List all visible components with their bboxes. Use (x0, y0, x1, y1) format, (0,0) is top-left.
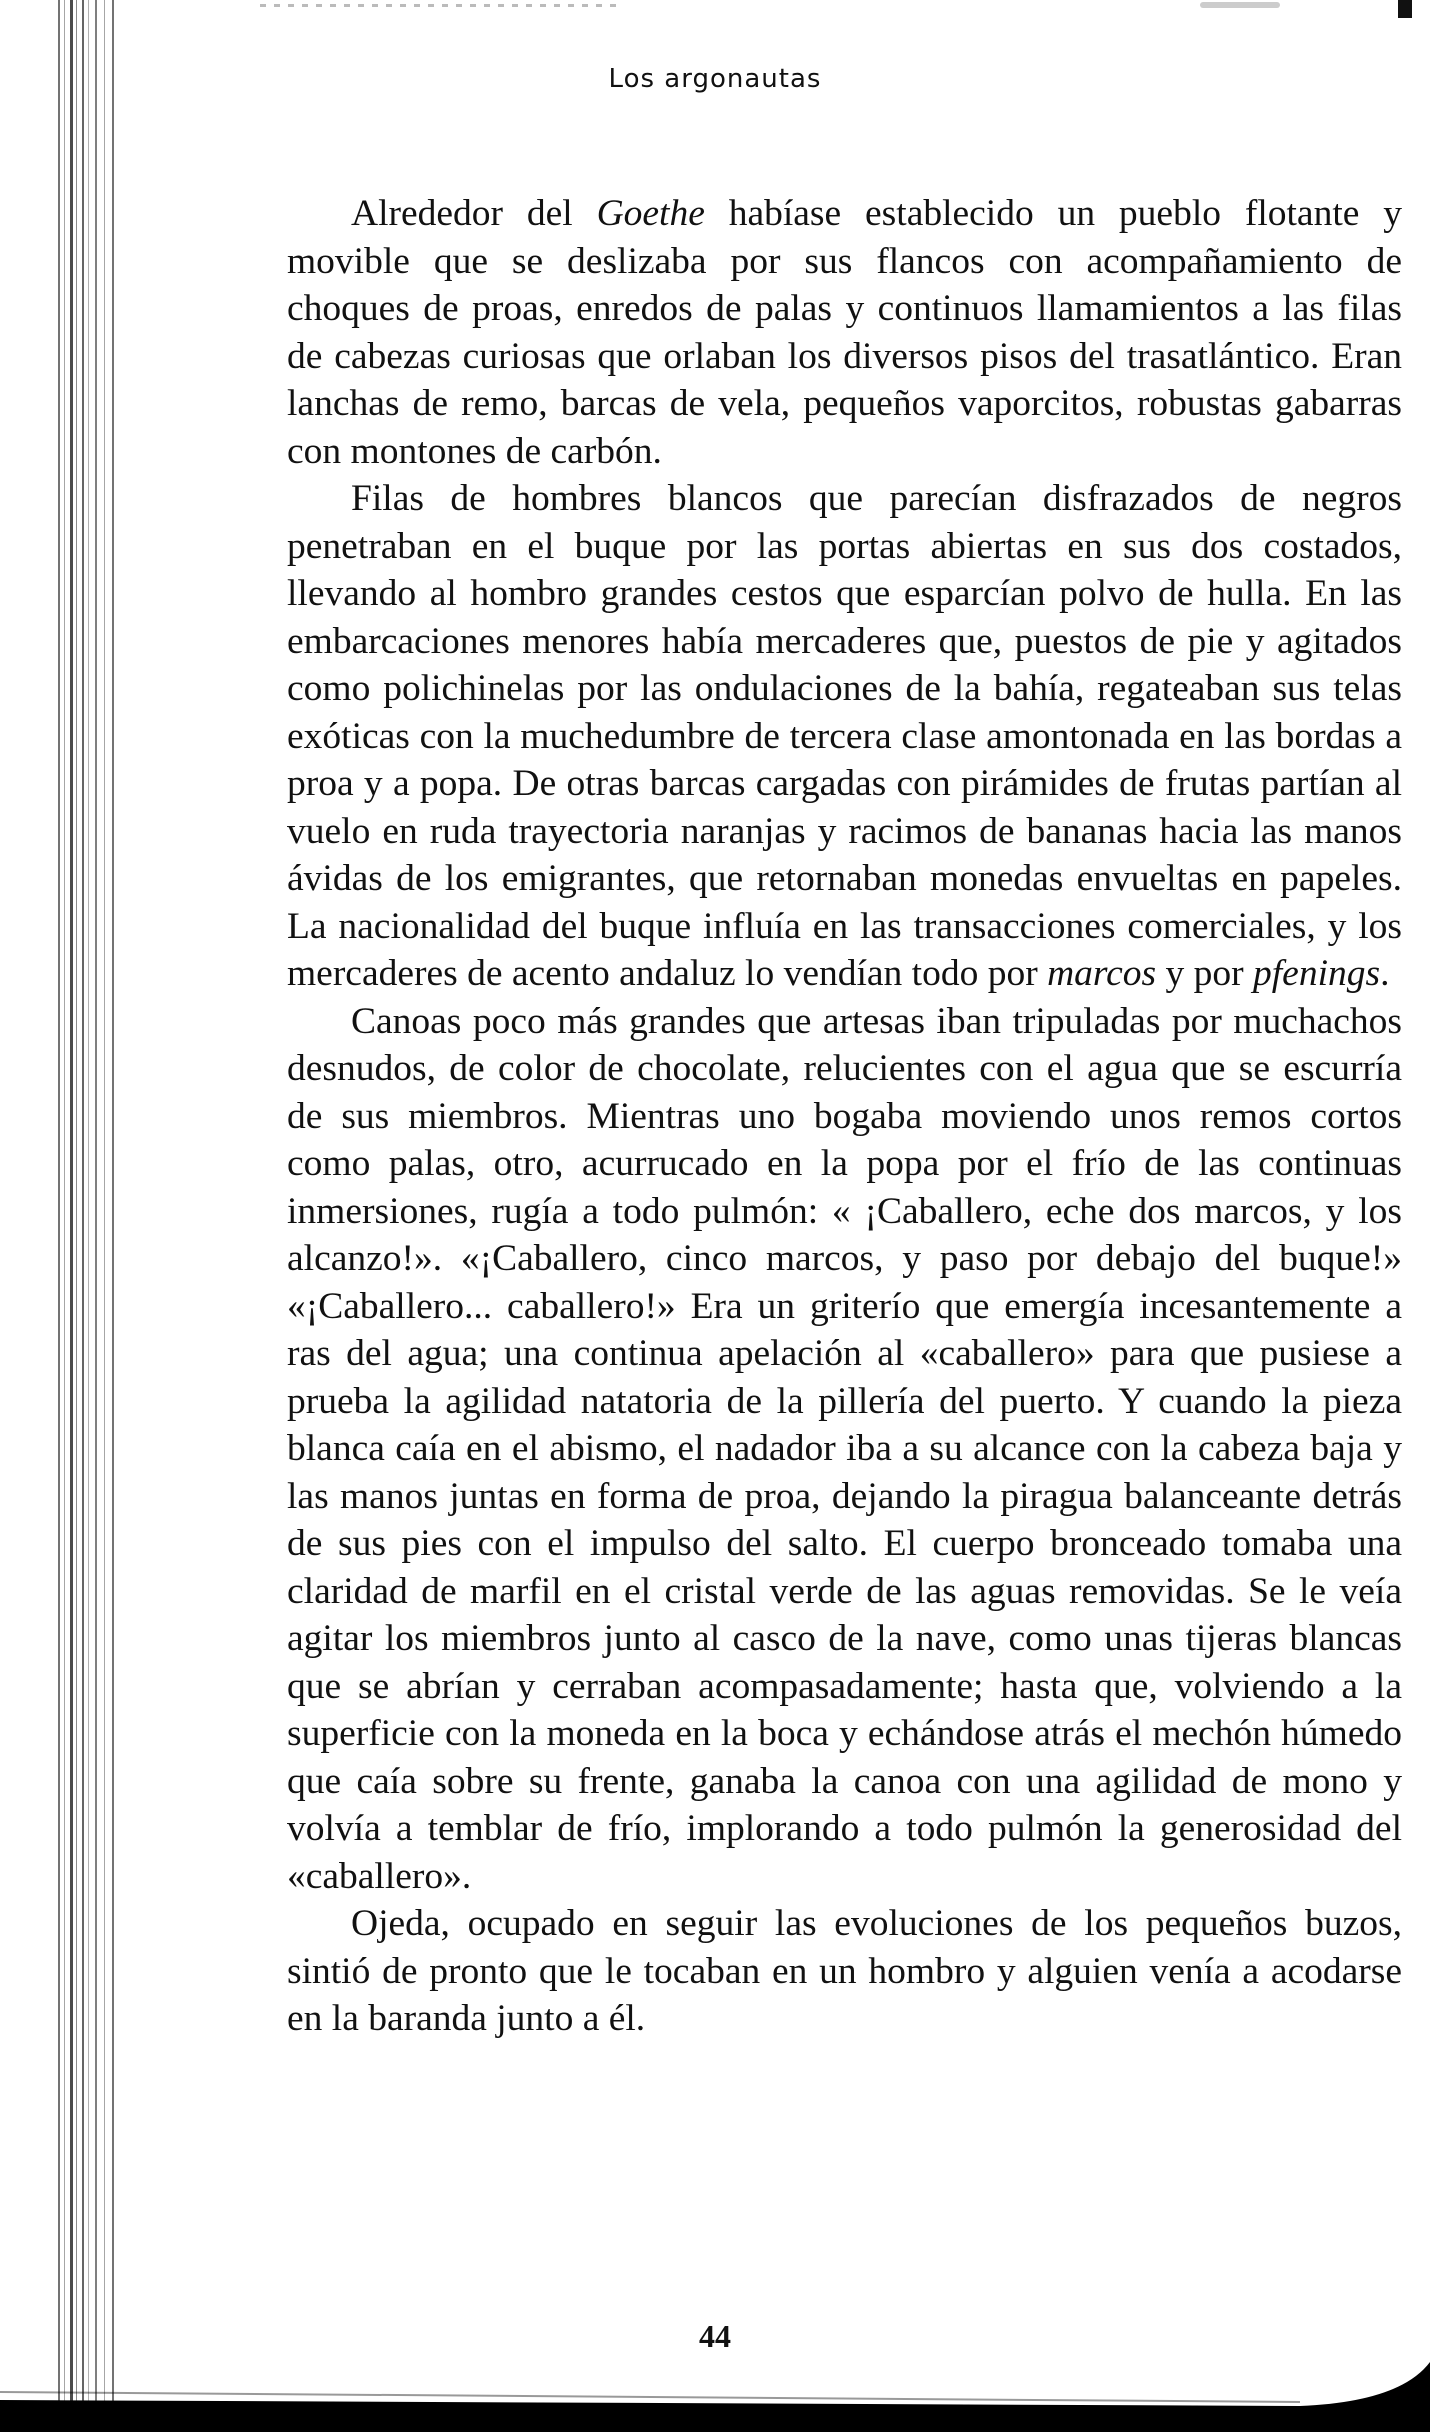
scan-speckle (260, 4, 620, 7)
binding-shadow (0, 0, 120, 2432)
page-number: 44 (699, 2318, 731, 2354)
paragraph-1: Alrededor del Goethe habíase establecido un pueblo flotante y movible que se deslizaba por sus flancos con acompañamiento de choques de proas, enredos de palas y continuos llamamientos a las filas de cabezas curiosas que orlaban los diversos pisos del trasatlántico. Eran lanchas de remo, barcas de vela, pequeños vaporcitos, robustas gabarras con montones de carbón. (287, 193, 1403, 472)
paragraph-3: Canoas poco más grandes que artesas iban tripuladas por muchachos desnudos, de color de chocolate, relucientes con el agua que se escurría de sus miembros. Mientras uno bogaba moviendo unos remos cortos como palas, otro, acurrucado en la popa por el frío de las continuas inmersiones, rugía a todo pulmón: « ¡Caballero, eche dos marcos, y los alcanzo!». «¡Caballero, cinco marcos, y paso por debajo del buque!» «¡Caballero... caballero!» Era un griterío que emergía incesantemente a ras del agua; una continua apelación al «caballero» para que pusiese a prueba la agilidad natatoria de la pillería del puerto. Y cuando la pieza blanca caía en el abismo, el nadador iba a su alcance con la cabeza baja y las manos juntas en forma de proa, dejando la piragua balanceante detrás de sus pies con el impulso del salto. El cuerpo bronceado tomaba una claridad de marfil en el cristal verde de las aguas removidas. Se le veía agitar los miembros junto al casco de la nave, como unas tijeras blancas que se abrían y cerraban acompasadamente; hasta que, volviendo a la superficie con la moneda en la boca y echándose atrás el mechón húmedo que caía sobre su frente, ganaba la canoa con una agilidad de mono y volvía a temblar de frío, implorando a todo pulmón la generosidad del «caballero». (287, 1000, 1402, 1897)
running-head: Los argonautas (608, 64, 822, 94)
body-text (287, 190, 1402, 2043)
page-curl-shadow (0, 2362, 1430, 2432)
scan-edge-mark (1398, 0, 1412, 18)
paragraph-4: Ojeda, ocupado en seguir las evoluciones de los pequeños buzos, sintió de pronto que le tocaban en un hombro y alguien venía a acodarse en la baranda junto a él. (287, 1903, 1402, 2039)
paragraph-2: Filas de hombres blancos que parecían disfrazados de negros penetraban en el buque por las portas abiertas en sus dos costados, llevando al hombro grandes cestos que esparcían polvo de hulla. En las embarcaciones menores había mercaderes que, puestos de pie y agitados como polichinelas por las ondulaciones de la bahía, regateaban sus telas exóticas con la muchedumbre de tercera clase amontonada en las bordas a proa y a popa. De otras barcas cargadas con pirámides de frutas partían al vuelo en ruda trayectoria naranjas y racimos de bananas hacia las manos ávidas de los emigrantes, que retornaban monedas envueltas en papeles. La nacionalidad del buque influía en las transacciones comerciales, y los mercaderes de acento andaluz lo vendían todo por marcos y por pfenings. (287, 478, 1402, 994)
scan-smudge (1200, 2, 1280, 8)
